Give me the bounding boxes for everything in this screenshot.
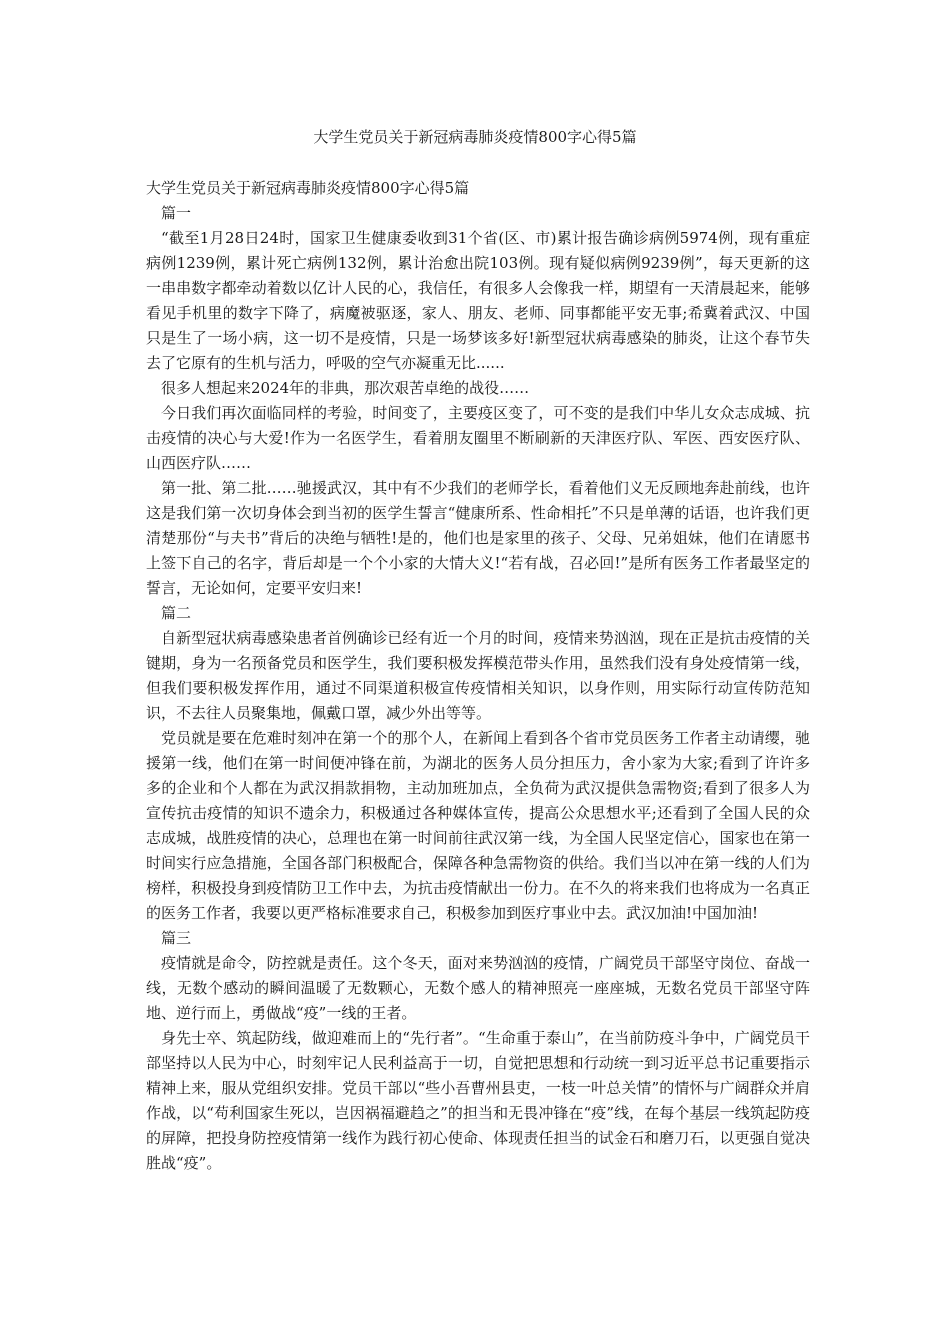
paragraph: 第一批、第二批……驰援武汉，其中有不少我们的老师学长，看着他们义无反顾地奔赴前线，也许这是我们第一次切身体会到当初的医学生誓言“健康所系、性命相托”不只是单薄的话语，也许我们更清楚那份“与夫书”背后的决绝与牺牲!是的，他们也是家里的孩子、父母、兄弟姐妹，他们在请愿书上签下自己的名字，背后却是一个个小家的大情大义!“若有战，召必回!”是所有医务工作者最坚定的誓言，无论如何，定要平安归来! [146, 479, 810, 597]
paragraph: 今日我们再次面临同样的考验，时间变了，主要疫区变了，可不变的是我们中华儿女众志成城、抗击疫情的决心与大爱!作为一名医学生，看着朋友圈里不断刷新的天津医疗队、军医、西安医疗队、山西医疗队…… [146, 404, 810, 472]
document-body [146, 176, 810, 1176]
page-title: 大学生党员关于新冠病毒肺炎疫情800字心得5篇 [313, 128, 637, 146]
section-heading-2: 篇二 [161, 604, 192, 622]
paragraph: 党员就是要在危难时刻冲在第一个的那个人，在新闻上看到各个省市党员医务工作者主动请缨，驰援第一线，他们在第一时间便冲锋在前，为湖北的医务人员分担压力，舍小家为大家;看到了许许多多的企业和个人都在为武汉捐款捐物，主动加班加点，全负荷为武汉提供急需物资;看到了很多人为宣传抗击疫情的知识不遗余力，积极通过各种媒体宣传，提高公众思想水平;还看到了全国人民的众志成城，战胜疫情的决心，总理也在第一时间前往武汉第一线，为全国人民坚定信心，国家也在第一时间实行应急措施，全国各部门积极配合，保障各种急需物资的供给。我们当以冲在第一线的人们为榜样，积极投身到疫情防卫工作中去，为抗击疫情献出一份力。在不久的将来我们也将成为一名真正的医务工作者，我要以更严格标准要求自己，积极参加到医疗事业中去。武汉加油!中国加油! [146, 729, 810, 922]
paragraph: 身先士卒、筑起防线，做迎难而上的“先行者”。“生命重于泰山”，在当前防疫斗争中，广阔党员干部坚持以人民为中心，时刻牢记人民利益高于一切，自觉把思想和行动统一到习近平总书记重要指示精神上来，服从党组织安排。党员干部以“些小吾曹州县吏，一枝一叶总关情”的情怀与广阔群众并肩作战，以“苟利国家生死以，岂因祸福避趋之”的担当和无畏冲锋在“疫”线，在每个基层一线筑起防疫的屏障，把投身防控疫情第一线作为践行初心使命、体现责任担当的试金石和磨刀石，以更强自觉决胜战“疫”。 [146, 1029, 810, 1172]
section-heading-3: 篇三 [161, 929, 192, 947]
paragraph: 疫情就是命令，防控就是责任。这个冬天，面对来势汹汹的疫情，广阔党员干部坚守岗位、奋战一线，无数个感动的瞬间温暖了无数颗心，无数个感人的精神照亮一座座城，无数名党员干部坚守阵地、逆行而上，勇做战“疫”一线的王者。 [146, 954, 810, 1022]
paragraph: “截至1月28日24时，国家卫生健康委收到31个省(区、市)累计报告确诊病例5974例，现有重症病例1239例，累计死亡病例132例，累计治愈出院103例。现有疑似病例9239例”，每天更新的这一串串数字都牵动着数以亿计人民的心，我信任，有很多人会像我一样，期望有一天清晨起来，能够看见手机里的数字下降了，病魔被驱逐，家人、朋友、老师、同事都能平安无事;希冀着武汉、中国只是生了一场小病，这一切不是疫情，只是一场梦该多好!新型冠状病毒感染的肺炎，让这个春节失去了它原有的生机与活力，呼吸的空气亦凝重无比...... [146, 229, 810, 372]
section-heading-1: 篇一 [161, 204, 192, 222]
document-heading: 大学生党员关于新冠病毒肺炎疫情800字心得5篇 [146, 179, 470, 197]
paragraph: 自新型冠状病毒感染患者首例确诊已经有近一个月的时间，疫情来势汹汹，现在正是抗击疫情的关键期，身为一名预备党员和医学生，我们要积极发挥模范带头作用，虽然我们没有身处疫情第一线，但我们要积极发挥作用，通过不同渠道积极宣传疫情相关知识，以身作则，用实际行动宣传防范知识，不去往人员聚集地，佩戴口罩，减少外出等等。 [146, 629, 810, 722]
paragraph: 很多人想起来2024年的非典，那次艰苦卓绝的战役…… [161, 379, 530, 397]
